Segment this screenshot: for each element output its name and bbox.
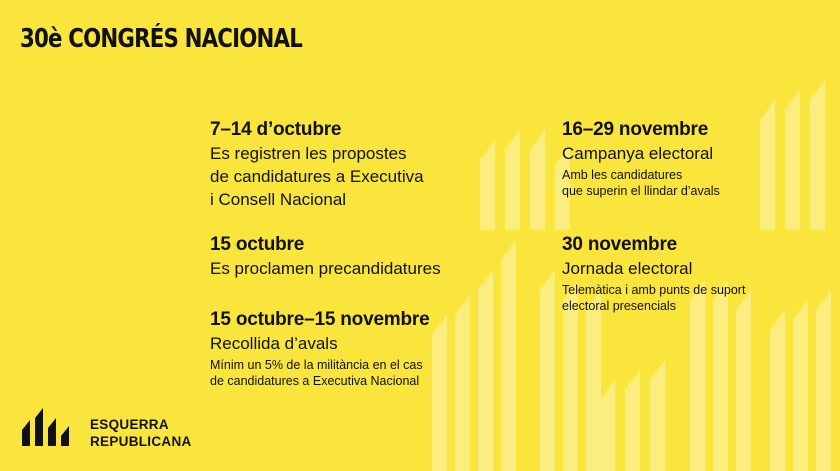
timeline-event-5	[562, 233, 745, 314]
event-description: Campanya electoral	[562, 144, 714, 163]
event-date: 16–29 novembre	[562, 119, 709, 140]
timeline-event-3	[210, 308, 429, 389]
brand-line-1: ESQUERRA	[90, 417, 169, 432]
event-description: Recollida d’avals	[210, 334, 338, 353]
esquerra-republicana-logo-icon	[20, 408, 80, 446]
event-description: Es proclamen precandidatures	[210, 259, 441, 278]
timeline-event-4	[562, 118, 720, 199]
brand-line-2: REPUBLICANA	[90, 434, 192, 449]
event-date: 7–14 d’octubre	[210, 119, 342, 140]
page-title: 30è CONGRÉS NACIONAL	[20, 24, 303, 54]
event-note: Mínim un 5% de la militància en el cas de candidatures a Executiva Nacional	[210, 358, 423, 388]
timeline-event-1	[210, 118, 424, 211]
brand-wordmark	[90, 416, 192, 450]
event-date: 15 octubre	[210, 234, 305, 255]
event-date: 30 novembre	[562, 234, 678, 255]
event-note: Telemàtica i amb punts de suport electoral presencials	[562, 283, 746, 313]
event-date: 15 octubre–15 novembre	[210, 309, 430, 330]
timeline-event-2	[210, 233, 441, 280]
event-description: Es registren les propostes de candidatures a Executiva i Consell Nacional	[210, 144, 424, 209]
event-description: Jornada electoral	[562, 259, 693, 278]
event-note: Amb les candidatures que superin el llindar d’avals	[562, 168, 720, 198]
